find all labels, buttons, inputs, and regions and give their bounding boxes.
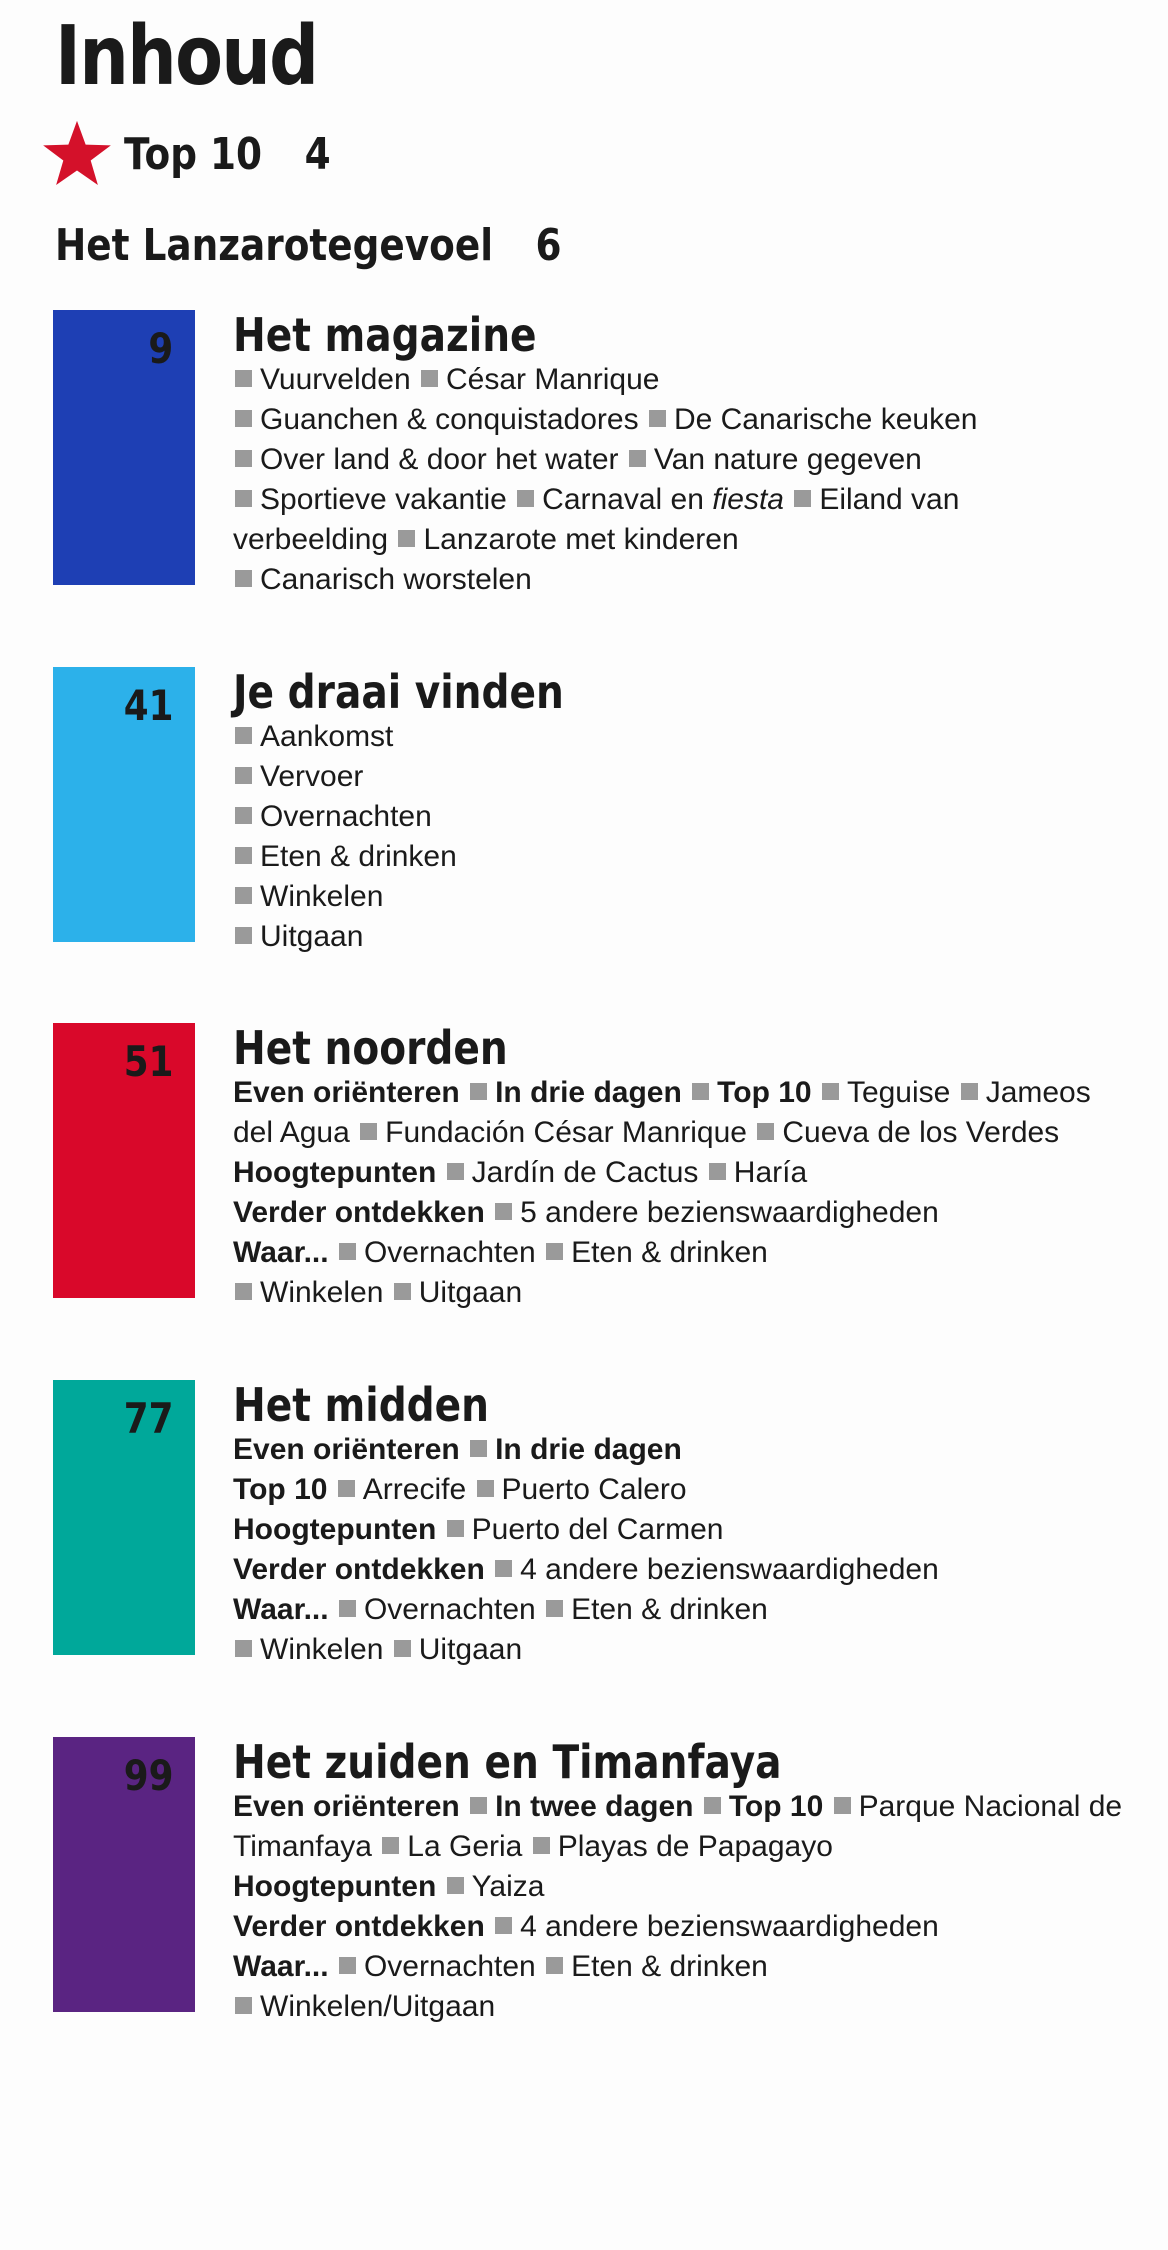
item[interactable]: Teguise [846, 1076, 951, 1109]
item[interactable]: Fundación César Manrique [385, 1116, 747, 1149]
bullet-square-icon [339, 1243, 356, 1260]
bullet-square-icon [338, 1480, 355, 1497]
bullet-square-icon [629, 450, 646, 467]
item[interactable]: Timanfaya [233, 1830, 372, 1863]
section-color-block [53, 1737, 195, 2012]
bullet-square-icon [470, 1083, 487, 1100]
item-bold[interactable]: Top 10 [233, 1473, 328, 1506]
bullet-square-icon [421, 370, 438, 387]
section-page-number: 77 [123, 1394, 173, 1443]
item-bold[interactable]: Top 10 [728, 1790, 824, 1823]
bullet-square-icon [235, 767, 252, 784]
bullet-square-icon [477, 1480, 494, 1497]
section-color-block [53, 310, 195, 585]
item[interactable]: Jardín de Cactus [471, 1156, 699, 1189]
item[interactable]: Eten & drinken [571, 1236, 768, 1269]
item-bold[interactable]: Verder ontdekken [233, 1553, 485, 1586]
section-color-block [53, 667, 195, 942]
item-bold[interactable]: Even oriënteren [233, 1076, 460, 1109]
bullet-square-icon [398, 530, 415, 547]
item-bold[interactable]: Verder ontdekken [233, 1196, 485, 1229]
item[interactable]: Vervoer [260, 760, 364, 793]
item-bold[interactable]: Hoogtepunten [233, 1156, 437, 1189]
bullet-square-icon [517, 490, 534, 507]
bullet-square-icon [235, 450, 252, 467]
item[interactable]: Puerto Calero [501, 1473, 687, 1506]
item[interactable]: Cueva de los Verdes [782, 1116, 1060, 1149]
bullet-square-icon [235, 410, 252, 427]
bullet-square-icon [382, 1837, 399, 1854]
top10-entry[interactable] [40, 118, 367, 190]
bullet-square-icon [533, 1837, 550, 1854]
section-title[interactable]: Je draai vinden [233, 665, 564, 719]
item-bold[interactable]: Top 10 [717, 1076, 812, 1109]
item[interactable]: 4 andere bezienswaardigheden [520, 1553, 939, 1586]
item[interactable]: Carnaval en [542, 483, 713, 516]
item-bold[interactable]: Even oriënteren [233, 1790, 460, 1823]
item[interactable]: Arrecife [362, 1473, 467, 1506]
item[interactable]: Jameos [985, 1076, 1091, 1109]
item-bold[interactable]: Even oriënteren [233, 1433, 460, 1466]
item-bold[interactable]: Verder ontdekken [233, 1910, 485, 1943]
section-page-number: 99 [123, 1751, 173, 1800]
item[interactable]: Haría [733, 1156, 808, 1189]
bullet-square-icon [546, 1243, 563, 1260]
item[interactable]: Eten & drinken [571, 1950, 768, 1983]
item[interactable]: Uitgaan [418, 1633, 523, 1666]
bullet-square-icon [235, 887, 252, 904]
bullet-square-icon [360, 1123, 377, 1140]
section-title[interactable]: Het zuiden en Timanfaya [233, 1735, 782, 1789]
item[interactable]: César Manrique [446, 363, 660, 396]
section-title[interactable]: Het magazine [233, 308, 537, 362]
item[interactable]: 5 andere bezienswaardigheden [520, 1196, 939, 1229]
bullet-square-icon [961, 1083, 978, 1100]
bullet-square-icon [495, 1917, 512, 1934]
bullet-square-icon [794, 490, 811, 507]
item[interactable]: Overnachten [363, 1950, 536, 1983]
item[interactable]: De Canarische keuken [673, 403, 978, 436]
item[interactable]: Winkelen [260, 1633, 384, 1666]
item-italic[interactable]: fiesta [712, 483, 784, 516]
item[interactable]: Winkelen/Uitgaan [260, 1990, 496, 2023]
bullet-square-icon [394, 1640, 411, 1657]
item[interactable]: Winkelen [260, 880, 384, 913]
item-bold[interactable]: In drie dagen [495, 1433, 682, 1466]
bullet-square-icon [235, 1640, 252, 1657]
bullet-square-icon [235, 1283, 252, 1300]
item[interactable]: Puerto del Carmen [471, 1513, 724, 1546]
item[interactable]: Winkelen [260, 1276, 384, 1309]
bullet-square-icon [822, 1083, 839, 1100]
item[interactable]: Sportieve vakantie [260, 483, 507, 516]
section-page-number: 41 [123, 681, 173, 730]
section-color-block [53, 1023, 195, 1298]
lanzarotegevoel-page-number: 6 [535, 219, 562, 271]
item-bold[interactable]: Hoogtepunten [233, 1870, 437, 1903]
top10-label: Top 10 4 [124, 128, 331, 180]
page-title: Inhoud [55, 9, 318, 104]
section-title[interactable]: Het noorden [233, 1021, 508, 1075]
bullet-square-icon [394, 1283, 411, 1300]
bullet-square-icon [447, 1520, 464, 1537]
section-page-number: 9 [148, 324, 173, 373]
bullet-square-icon [546, 1957, 563, 1974]
item[interactable]: Uitgaan [260, 920, 364, 953]
item[interactable]: Vuurvelden [260, 363, 411, 396]
item[interactable]: Canarisch worstelen [260, 563, 532, 596]
bullet-square-icon [709, 1163, 726, 1180]
section-title[interactable]: Het midden [233, 1378, 490, 1432]
item[interactable]: Eten & drinken [571, 1593, 768, 1626]
item[interactable]: Lanzarote met kinderen [423, 523, 739, 556]
item-bold[interactable]: In twee dagen [495, 1790, 694, 1823]
bullet-square-icon [704, 1797, 721, 1814]
item-bold[interactable]: Waar... [233, 1593, 329, 1626]
star-icon [40, 118, 114, 190]
section-color-block [53, 1380, 195, 1655]
bullet-square-icon [692, 1083, 709, 1100]
item[interactable]: 4 andere bezienswaardigheden [520, 1910, 939, 1943]
bullet-square-icon [495, 1560, 512, 1577]
item[interactable]: Aankomst [260, 720, 394, 753]
bullet-square-icon [235, 490, 252, 507]
item[interactable]: La Geria [407, 1830, 523, 1863]
bullet-square-icon [235, 1997, 252, 2014]
bullet-square-icon [834, 1797, 851, 1814]
bullet-square-icon [235, 927, 252, 944]
item-bold[interactable]: Waar... [233, 1950, 329, 1983]
bullet-square-icon [447, 1877, 464, 1894]
top10-page-number: 4 [304, 128, 331, 180]
item-bold[interactable]: Waar... [233, 1236, 329, 1269]
bullet-square-icon [235, 807, 252, 824]
item[interactable]: del Agua [233, 1116, 350, 1149]
lanzarotegevoel-entry[interactable] [55, 214, 651, 276]
bullet-square-icon [235, 727, 252, 744]
item-bold[interactable]: Hoogtepunten [233, 1513, 437, 1546]
bullet-square-icon [235, 847, 252, 864]
bullet-square-icon [447, 1163, 464, 1180]
item[interactable]: Playas de Papagayo [557, 1830, 833, 1863]
section-page-number: 51 [123, 1037, 173, 1086]
item[interactable]: Van nature gegeven [653, 443, 922, 476]
bullet-square-icon [470, 1797, 487, 1814]
bullet-square-icon [495, 1203, 512, 1220]
item[interactable]: Over land & door het water [260, 443, 619, 476]
bullet-square-icon [235, 370, 252, 387]
item[interactable]: Eten & drinken [260, 840, 457, 873]
bullet-square-icon [470, 1440, 487, 1457]
lanzarotegevoel-label: Het Lanzarotegevoel 6 [55, 219, 562, 271]
item[interactable]: Overnachten [260, 800, 432, 833]
item[interactable]: Overnachten [363, 1236, 536, 1269]
item[interactable]: Uitgaan [418, 1276, 523, 1309]
bullet-square-icon [649, 410, 666, 427]
item[interactable]: Overnachten [363, 1593, 536, 1626]
item[interactable]: Guanchen & conquistadores [260, 403, 639, 436]
item[interactable]: Yaiza [471, 1870, 545, 1903]
bullet-square-icon [757, 1123, 774, 1140]
item[interactable]: verbeelding [233, 523, 389, 556]
bullet-square-icon [546, 1600, 563, 1617]
item[interactable]: Eiland van [819, 483, 960, 516]
item-bold[interactable]: In drie dagen [495, 1076, 682, 1109]
item[interactable]: Parque Nacional de [858, 1790, 1123, 1823]
bullet-square-icon [339, 1957, 356, 1974]
bullet-square-icon [235, 570, 252, 587]
bullet-square-icon [339, 1600, 356, 1617]
